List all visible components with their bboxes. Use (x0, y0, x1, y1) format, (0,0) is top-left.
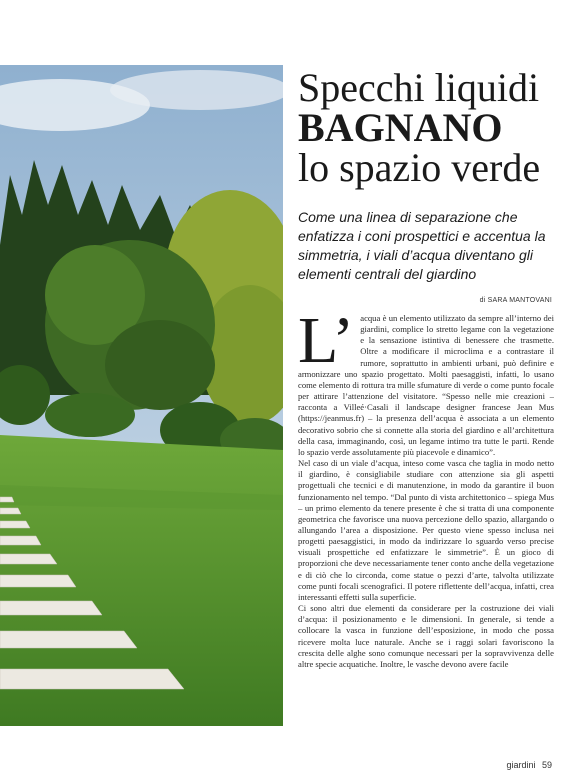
title-line-3: lo spazio verde (298, 145, 541, 190)
paragraph-2: Nel caso di un viale d’acqua, inteso come vasca che taglia in modo netto il giardino, è consigliabile studiare con attenzione sia gli aspetti progettuali che tecnici e di manutenzione, in modo da garantire il buon funzionamento nel tempo. “Dal punto di vista architettonico – spiega Mus – un primo elemento da tenere presente è che si tratta di una componente geometrica che favorisce una nuova percezione dello spazio, allargando o allungando l’area a disposizione. Per questo viene spesso inclusa nei progetti paesaggistici, in modo da indirizzare lo sguardo verso precise visuali prospettiche ed enfatizzare le simmetrie”. È un gioco di proporzioni che deve necessariamente tener conto anche della vegetazione e di ciò che lo circonda, come statue o pezzi d’arte, talvolta utilizzate come punti focali scenografici. Il potere riflettente dell’acqua, infatti, crea interessanti effetti sulla superficie. (298, 458, 554, 602)
title-line-2: BAGNANO (298, 105, 503, 150)
article-body (298, 313, 554, 731)
page-footer (506, 760, 552, 770)
paragraph-3: Ci sono altri due elementi da considerare per la costruzione dei viali d’acqua: il posizionamento e le dimensioni. In generale, si tende a collocare la vasca in funzione dell’esposizione, in modo che possa ricevere molta luce naturale. Anche se i raggi solari favoriscono la crescita delle alghe sono comunque necessari per la sopravvivenza delle altre specie acquatiche. Inoltre, le vasche devono avere facile (298, 603, 554, 669)
title-line-1: Specchi liquidi (298, 65, 540, 110)
article-subtitle: Come una linea di separazione che enfatizza i coni prospettici e accentua la simmetria, i viali d’acqua diventano gli elementi centrali del giardino (298, 209, 546, 282)
garden-illustration (0, 65, 283, 726)
byline: di SARA MANTOVANI (479, 297, 552, 304)
drop-cap: L’ (298, 313, 355, 377)
magazine-name: giardini (506, 760, 536, 770)
page-number: 59 (541, 760, 552, 770)
garden-photo (0, 65, 283, 726)
article-title (298, 65, 568, 190)
paragraph-1: acqua è un elemento utilizzato da sempre all’interno dei giardini, complice lo stretto legame con la vegetazione e la sensazione istintiva di benessere che trasmette. Oltre a modificare il microclima e a contrastare il rumore, soprattutto in ambienti urbani, può definire e armonizzare uno spazio progettato. Molti paesaggisti, infatti, lo usano come elemento di rottura tra mille sfumature di verde o come punto focale per attirare l’attenzione del visitatore. “Spesso nelle mie creazioni – racconta a Villeé·Casali il landscape designer francese Jean Mus (https://jeanmus.fr) – la presenza dell’acqua è associata a un elemento decorativo sobrio che si connette alla storia del giardino e all’architettura della casa, immaginando, così, un legame intimo tra tutte le parti. Rende lo spazio verde assolutamente più piacevole e dinamico”. (298, 313, 554, 457)
